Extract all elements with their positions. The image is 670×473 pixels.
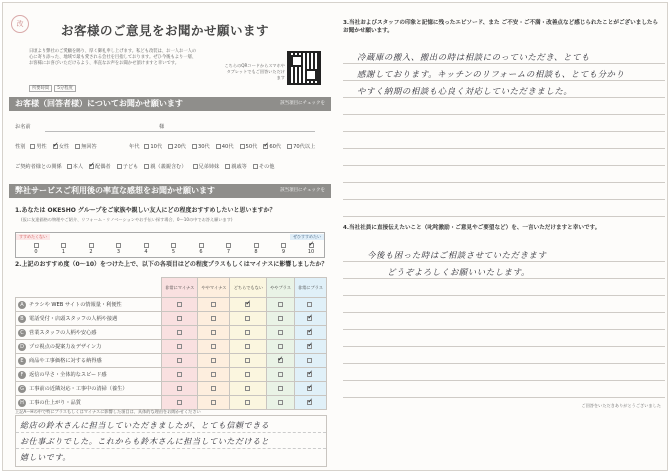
relation-options <box>67 164 281 170</box>
name-field[interactable] <box>45 131 315 132</box>
scale-checkbox[interactable] <box>199 243 204 248</box>
relation-checkbox[interactable] <box>144 164 149 169</box>
scale-option[interactable] <box>272 243 296 255</box>
factor-table <box>15 277 327 410</box>
scale-checkbox[interactable] <box>116 243 121 248</box>
age-option[interactable] <box>144 144 162 150</box>
factor-checkbox[interactable] <box>211 386 216 391</box>
factor-checkbox[interactable] <box>211 358 216 363</box>
age-checkbox[interactable] <box>240 144 245 149</box>
age-option[interactable] <box>287 144 315 150</box>
scale-option[interactable] <box>24 243 48 255</box>
col-slightly-negative: ややマイナス <box>198 278 230 298</box>
q3-answer-line: やすく納期の相談も心良く対応していただきました。 <box>357 86 573 96</box>
factor-row <box>16 368 327 382</box>
factor-checkbox[interactable] <box>307 330 312 335</box>
factor-row <box>16 326 327 340</box>
factor-label: 商品や工事価格に対する納得感 <box>29 357 102 364</box>
q2-title: 2.上記のおすすめ度（0〜10）をつけた上で、以下の各項目はどの程度プラスもしくはマイナスに影響しましたか？ <box>15 261 328 268</box>
relation-option-label: 配偶者 <box>95 164 111 170</box>
q1-subtitle: (仮に友達価格の物理やご紹介、リフォーム・リノベーションやお手伝い探す場合、0〜10の中でお答え願います) <box>21 217 233 222</box>
gender-row <box>15 143 103 150</box>
age-options <box>144 144 321 150</box>
factor-checkbox[interactable] <box>307 344 312 349</box>
age-label: 年代 <box>129 144 140 150</box>
recommend-scale <box>15 232 325 258</box>
name-label: お名前 <box>15 124 31 130</box>
age-checkbox[interactable] <box>192 144 197 149</box>
scale-option[interactable] <box>107 243 131 255</box>
age-checkbox[interactable] <box>144 144 149 149</box>
age-option-label: 70代以上 <box>293 144 316 150</box>
q3-answer-line: 冷蔵庫の搬入、搬出の時は相談にのっていただき、とても <box>357 52 590 62</box>
survey-sheet <box>2 2 668 471</box>
gender-options <box>30 144 102 150</box>
scale-option[interactable] <box>189 243 213 255</box>
scale-value: 10 <box>307 249 315 255</box>
age-checkbox[interactable] <box>168 144 173 149</box>
scale-value: 0 <box>34 249 38 255</box>
gender-option-label: 男性 <box>36 144 47 150</box>
relation-option[interactable] <box>253 164 275 170</box>
relation-checkbox[interactable] <box>193 164 198 169</box>
gender-option-label: 無回答 <box>81 144 97 150</box>
relation-checkbox[interactable] <box>67 164 72 169</box>
factor-checkbox[interactable] <box>278 372 283 377</box>
company-logo: 改 <box>11 15 29 33</box>
relation-option-label: 兄弟姉妹 <box>198 164 220 170</box>
col-very-positive: 非常にプラス <box>294 278 326 298</box>
scale-option[interactable] <box>244 243 268 255</box>
factor-letter: F <box>18 371 26 379</box>
right-page <box>343 9 667 471</box>
factor-checkbox[interactable] <box>278 302 283 307</box>
q3-title: 3.当社およびスタッフの印象と記憶に残ったエピソード、また ご不安・ご不満・改善点など感じられたことがございましたらお聞かせ願います。 <box>343 20 659 34</box>
factor-checkbox[interactable] <box>211 316 216 321</box>
time-required <box>29 85 78 91</box>
left-page <box>9 9 331 471</box>
scale-high-label: ぜひすすめたい <box>290 234 324 240</box>
col-neutral: どちらでもない <box>230 278 267 298</box>
name-suffix: 様 <box>159 124 165 130</box>
relation-option-label: その他 <box>258 164 275 170</box>
col-very-negative: 非常にマイナス <box>162 278 198 298</box>
scale-option[interactable] <box>162 243 186 255</box>
relation-checkbox[interactable] <box>117 164 122 169</box>
scale-checkbox[interactable] <box>281 243 286 248</box>
scale-value: 8 <box>254 249 258 255</box>
factor-checkbox[interactable] <box>245 330 250 335</box>
thank-you-note: ご回答をいただきありがとうございました <box>581 403 661 408</box>
relation-checkbox[interactable] <box>225 164 230 169</box>
factor-checkbox[interactable] <box>211 372 216 377</box>
factor-checkbox[interactable] <box>278 344 283 349</box>
scale-checkbox[interactable] <box>34 243 39 248</box>
factor-row <box>16 396 327 410</box>
relation-row <box>15 163 280 170</box>
scale-checkbox[interactable] <box>144 243 149 248</box>
factor-checkbox[interactable] <box>245 400 250 405</box>
age-checkbox[interactable] <box>263 144 268 149</box>
age-option[interactable] <box>240 144 258 150</box>
factor-checkbox[interactable] <box>307 386 312 391</box>
q4-title: 4.当社社員に直接伝えたいこと（叱咤激励・ご意見やご要望など）を、一言いただけますと幸いです。 <box>343 225 601 231</box>
gender-checkbox[interactable] <box>75 144 80 149</box>
age-option-label: 10代 <box>150 144 163 150</box>
scale-value: 9 <box>281 249 286 255</box>
scale-value: 4 <box>144 249 148 255</box>
page-title: お客様のご意見をお聞かせ願います <box>61 23 270 38</box>
gender-option[interactable] <box>53 144 69 150</box>
factor-checkbox[interactable] <box>245 358 250 363</box>
q4-answer-area[interactable] <box>343 245 665 400</box>
factor-checkbox[interactable] <box>245 386 250 391</box>
age-option-label: 40代 <box>221 144 234 150</box>
gender-label: 性別 <box>15 144 26 150</box>
factor-checkbox[interactable] <box>245 302 250 307</box>
factor-letter: A <box>18 301 26 309</box>
factor-checkbox[interactable] <box>177 330 182 335</box>
intro-text: 日頃より弊社のご愛顧を賜り、厚く御礼申し上げます。私ども改装は、お一人お一人の心に寄り添った、地域で最も愛される会社を目指しております。ぜひ今後もより一層、お客様にお喜びいただけるよう、率直なお声をお聞かせ頂けますと幸いです。 <box>29 49 197 67</box>
section1-header <box>9 97 331 111</box>
factor-label: 工事の仕上がり・品質 <box>29 399 81 406</box>
factor-checkbox[interactable] <box>177 316 182 321</box>
factor-checkbox[interactable] <box>177 358 182 363</box>
factor-checkbox[interactable] <box>211 400 216 405</box>
scale-value: 7 <box>226 249 231 255</box>
relation-option[interactable] <box>67 164 83 170</box>
relation-option-label: 親（義親含む） <box>150 164 187 170</box>
scale-low-label: すすめたくない <box>16 234 50 240</box>
q3-answer-area[interactable] <box>343 49 665 219</box>
age-option-label: 60代 <box>269 144 282 150</box>
scale-value: 5 <box>171 249 176 255</box>
factor-label: 営業スタッフの人柄や安心感 <box>29 329 97 336</box>
qr-code[interactable] <box>287 51 321 85</box>
factor-checkbox[interactable] <box>278 316 283 321</box>
gender-checkbox[interactable] <box>53 144 58 149</box>
factor-letter: C <box>18 329 26 337</box>
section2-header <box>9 184 331 198</box>
factor-checkbox[interactable] <box>278 400 283 405</box>
relation-label: ご契約者様との関係 <box>15 164 62 170</box>
relation-checkbox[interactable] <box>89 164 94 169</box>
factor-checkbox[interactable] <box>177 302 182 307</box>
factor-row <box>16 298 327 312</box>
q2-answer-line: お仕事ぶりでした。これからも鈴木さんに担当していただけると <box>20 437 270 446</box>
scale-checkbox[interactable] <box>254 243 259 248</box>
factor-label: 返信の早さ・全体的なスピード感 <box>29 371 107 378</box>
factor-checkbox[interactable] <box>278 386 283 391</box>
scale-value: 2 <box>89 249 93 255</box>
factor-letter: H <box>18 399 26 407</box>
relation-option[interactable] <box>193 164 220 170</box>
factor-checkbox[interactable] <box>177 372 182 377</box>
factor-letter: D <box>18 343 26 351</box>
factor-checkbox[interactable] <box>307 316 312 321</box>
factor-checkbox[interactable] <box>211 344 216 349</box>
scale-value: 6 <box>199 249 203 255</box>
scale-checkbox[interactable] <box>89 243 94 248</box>
relation-option[interactable] <box>225 164 247 170</box>
age-option[interactable] <box>216 144 234 150</box>
age-option-label: 50代 <box>245 144 258 150</box>
q2-footnote: 上記A〜Hの中で特にプラスもしくはマイナスに影響した項目は、具体的な理由をお聞かせください <box>15 409 201 414</box>
age-checkbox[interactable] <box>287 144 292 149</box>
factor-row <box>16 382 327 396</box>
scale-option[interactable] <box>52 243 76 255</box>
section1-note: 該当項目にチェックを <box>280 101 325 106</box>
age-row <box>129 143 321 150</box>
scale-checkbox[interactable] <box>309 243 314 248</box>
factor-checkbox[interactable] <box>177 400 182 405</box>
age-option[interactable] <box>192 144 210 150</box>
scale-option[interactable] <box>134 243 158 255</box>
factor-checkbox[interactable] <box>211 330 216 335</box>
factor-label: チラシや WEB サイトの情報量・利便性 <box>29 301 122 308</box>
factor-label: 工事前の近隣対応・工事中の清掃（養生） <box>29 385 128 392</box>
factor-checkbox[interactable] <box>177 344 182 349</box>
age-option-label: 30代 <box>197 144 210 150</box>
scale-option[interactable] <box>79 243 103 255</box>
factor-checkbox[interactable] <box>278 358 283 363</box>
scale-checkbox[interactable] <box>61 243 66 248</box>
q2-reason-box[interactable] <box>15 415 327 467</box>
scale-option[interactable] <box>217 243 241 255</box>
gender-option-label: 女性 <box>58 144 70 150</box>
q4-answer-line: どうぞよろしくお願いいたします。 <box>387 267 530 277</box>
factor-checkbox[interactable] <box>245 316 250 321</box>
factor-checkbox[interactable] <box>307 302 312 307</box>
factor-checkbox[interactable] <box>278 330 283 335</box>
factor-letter: B <box>18 315 26 323</box>
section2-note: 該当項目にチェックを <box>280 188 325 193</box>
section2-title: 弊社サービスご利用後の率直な感想をお聞かせ願います <box>15 186 215 195</box>
q4-answer-line: 今後も困った時はご相談させていただきます <box>367 250 547 260</box>
factor-row <box>16 340 327 354</box>
factor-row <box>16 354 327 368</box>
factor-checkbox[interactable] <box>245 344 250 349</box>
relation-option[interactable] <box>117 164 139 170</box>
q2-answer-line: 嬉しいです。 <box>20 453 71 462</box>
scale-value: 3 <box>116 249 121 255</box>
section1-title: お客様（回答者様）についてお聞かせ願います <box>15 99 183 108</box>
factor-checkbox[interactable] <box>245 372 250 377</box>
relation-option[interactable] <box>144 164 186 170</box>
factor-checkbox[interactable] <box>307 400 312 405</box>
relation-option-label: 親戚等 <box>231 164 247 170</box>
factor-checkbox[interactable] <box>307 372 312 377</box>
scale-value: 1 <box>61 249 66 255</box>
q2-answer-line: 総店の鈴木さんに担当していただきましたが、とても信頼できる <box>20 421 270 430</box>
factor-letter: G <box>18 385 26 393</box>
col-slightly-positive: ややプラス <box>267 278 295 298</box>
time-value: 5分程度 <box>54 85 76 92</box>
time-label: 所要時間 <box>29 85 52 92</box>
scale-checkbox[interactable] <box>226 243 231 248</box>
gender-option[interactable] <box>30 144 46 150</box>
scale-checkbox[interactable] <box>171 243 176 248</box>
q1-title: 1.あなたは OKESHO グループをご家族や親しい友人にどの程度おすすめしたいと思いますか？ <box>15 207 276 214</box>
age-option-label: 20代 <box>174 144 186 150</box>
relation-option-label: 本人 <box>72 164 84 170</box>
scale-option[interactable] <box>299 243 323 255</box>
relation-option-label: 子ども <box>122 164 139 170</box>
age-option[interactable] <box>263 144 281 150</box>
gender-option[interactable] <box>75 144 97 150</box>
relation-option[interactable] <box>89 164 111 170</box>
factor-checkbox[interactable] <box>211 302 216 307</box>
factor-letter: E <box>18 357 26 365</box>
age-checkbox[interactable] <box>216 144 221 149</box>
factor-checkbox[interactable] <box>177 386 182 391</box>
factor-label: プロ視点の提案力＆デザイン力 <box>29 343 102 350</box>
q3-answer-line: 感謝しております。キッチンのリフォームの相談も、とても分かり <box>357 69 625 79</box>
gender-checkbox[interactable] <box>30 144 35 149</box>
relation-checkbox[interactable] <box>253 164 258 169</box>
factor-row <box>16 312 327 326</box>
qr-caption: こちらのQRコードからスマホやタブレットでもご回答いただけます <box>224 63 285 80</box>
factor-checkbox[interactable] <box>307 358 312 363</box>
factor-label: 電話受付・店頭スタッフの人柄や接遇 <box>29 315 118 322</box>
age-option[interactable] <box>168 144 186 150</box>
